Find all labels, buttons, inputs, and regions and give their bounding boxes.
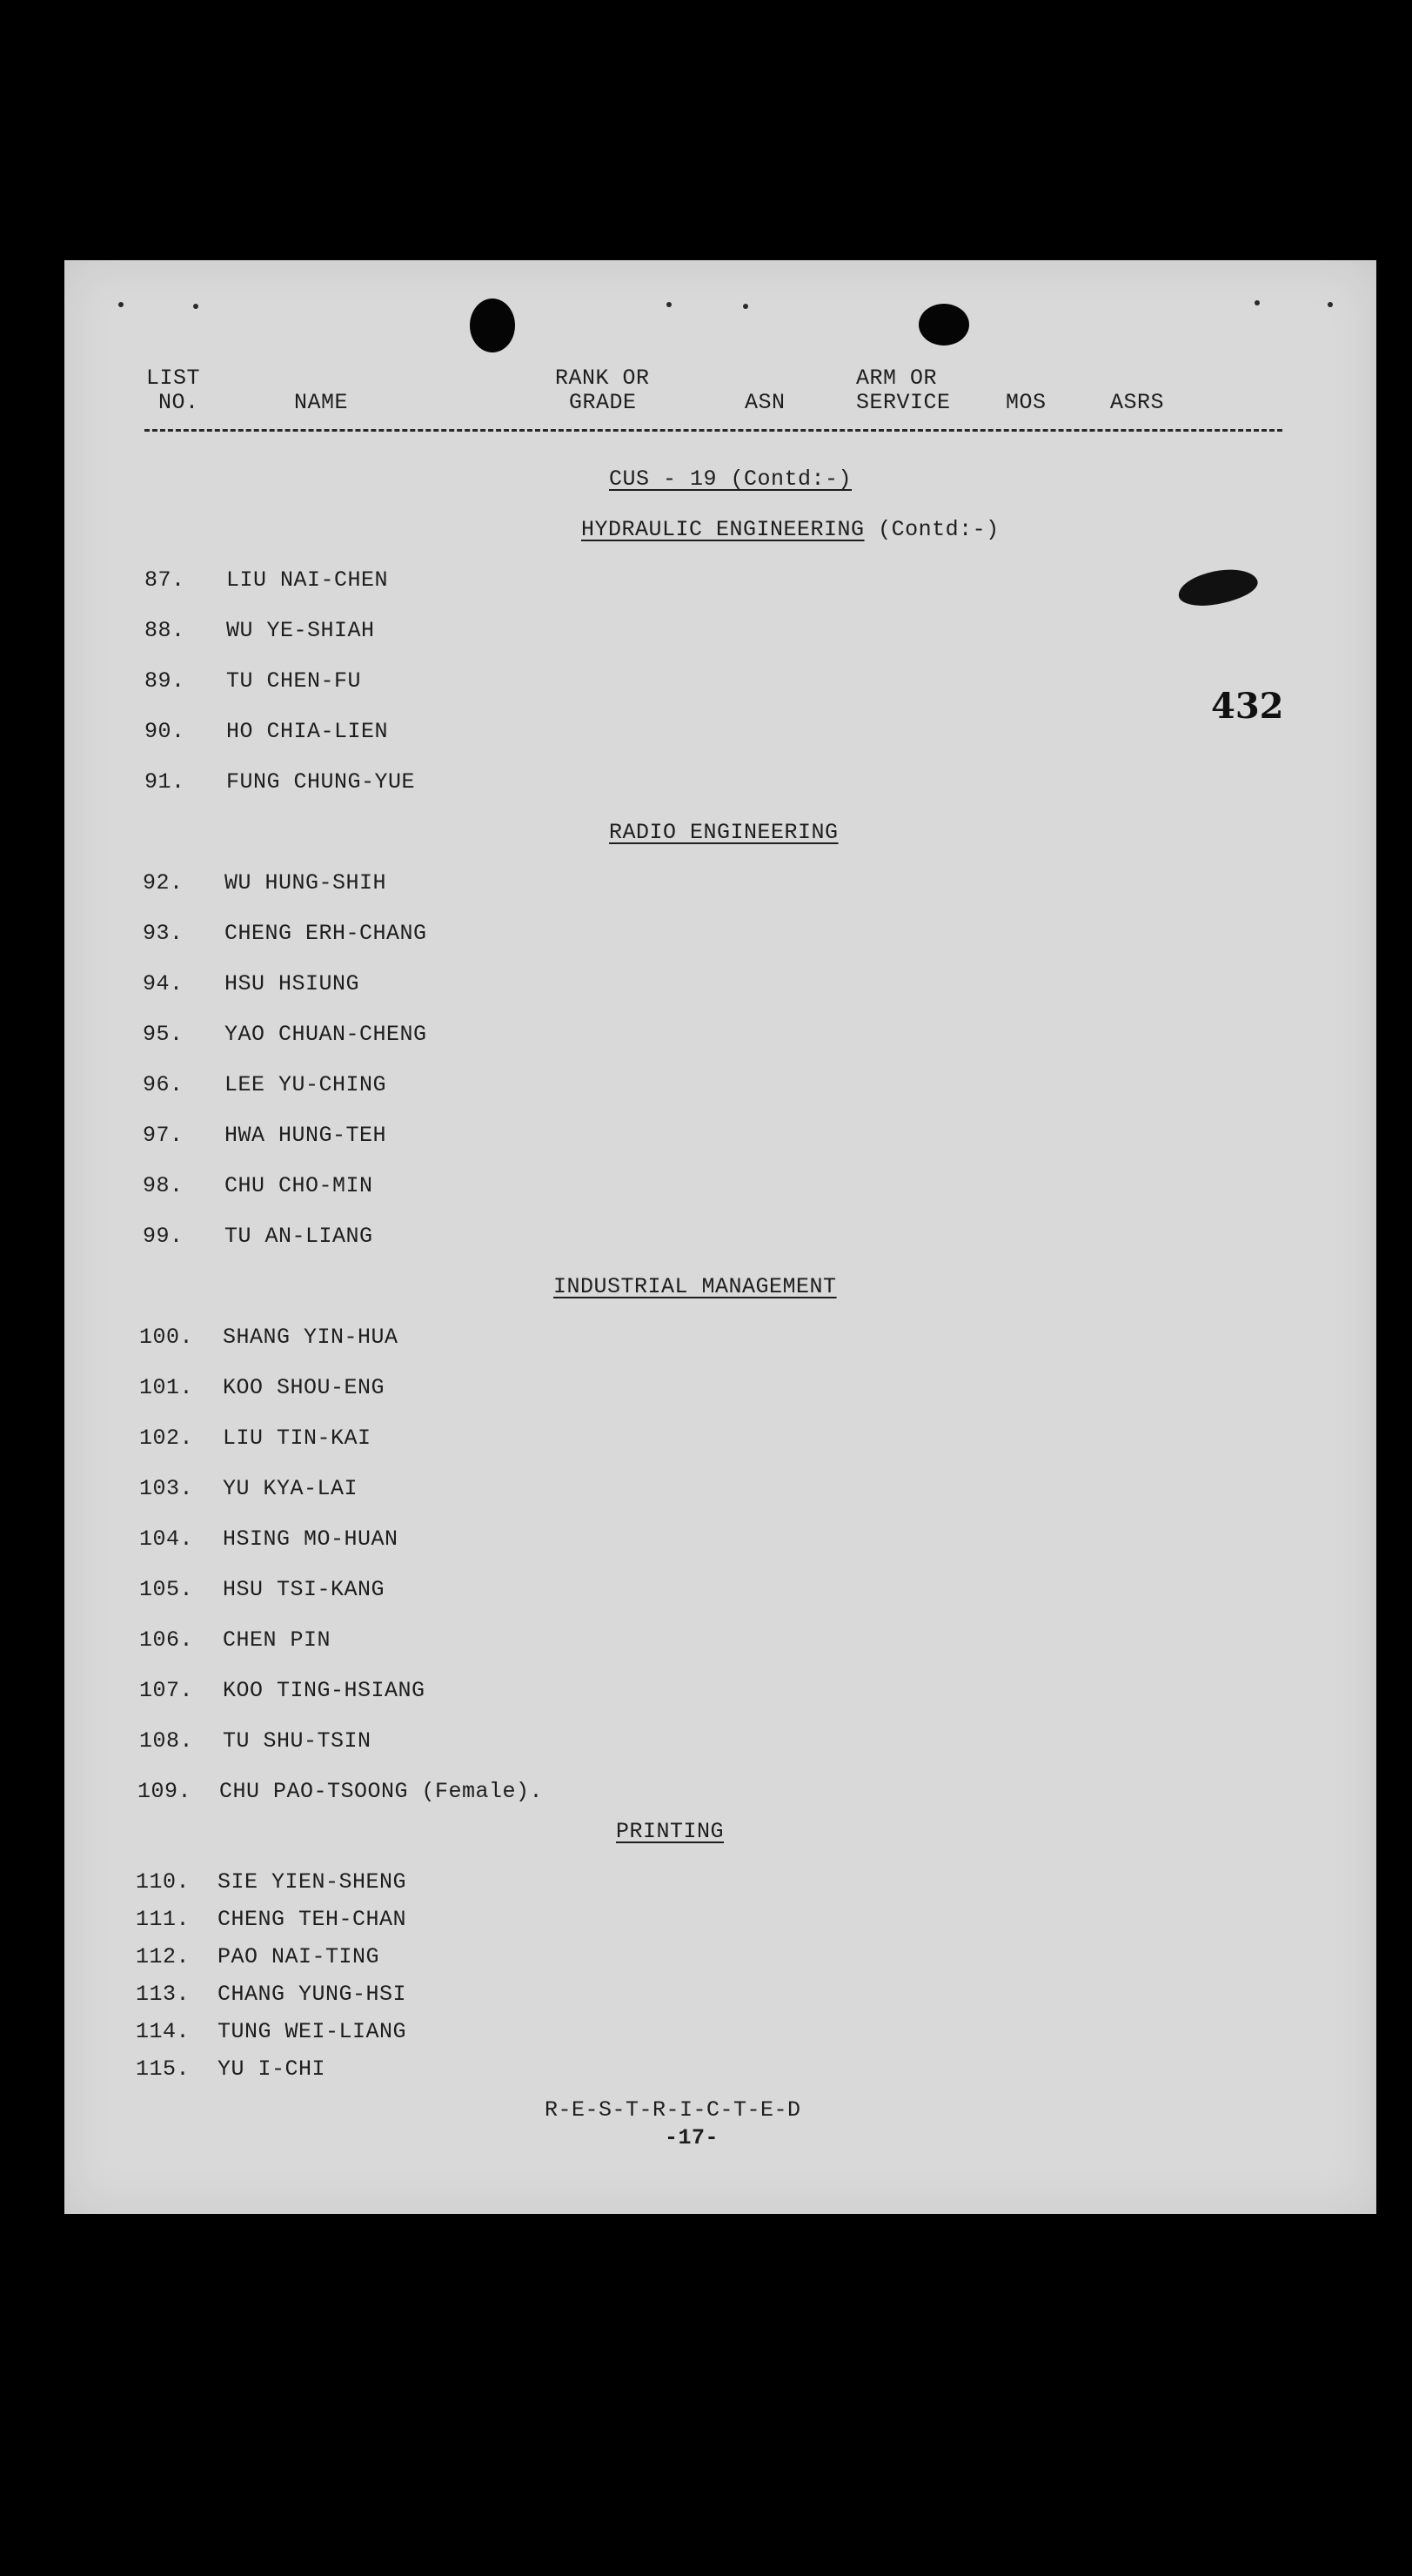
stamp-number: 432 xyxy=(1211,686,1284,727)
entry-number: 105. xyxy=(139,1577,194,1602)
entry-name: SHANG YIN-HUA xyxy=(223,1325,398,1350)
entry-name: YU KYA-LAI xyxy=(223,1476,358,1501)
entry-name: KOO TING-HSIANG xyxy=(223,1678,425,1703)
entry-name: HWA HUNG-TEH xyxy=(224,1123,387,1148)
entry-name: HSING MO-HUAN xyxy=(223,1526,398,1552)
section-title-hydraulic xyxy=(581,518,1000,542)
section-title-industrial xyxy=(553,1275,837,1299)
entry-name: TU AN-LIANG xyxy=(224,1224,373,1249)
entry-number: 109. xyxy=(137,1779,192,1804)
header-asn: ASN xyxy=(745,390,786,415)
header-divider xyxy=(144,429,1282,432)
margin-dot xyxy=(1255,300,1260,305)
entry-number: 91. xyxy=(144,769,185,795)
margin-dot xyxy=(118,302,124,307)
entry-number: 94. xyxy=(143,971,184,996)
entry-number: 100. xyxy=(139,1325,194,1350)
entry-number: 111. xyxy=(136,1907,191,1932)
entry-number: 99. xyxy=(143,1224,184,1249)
section-title-text: INDUSTRIAL MANAGEMENT xyxy=(553,1274,837,1299)
entry-number: 104. xyxy=(139,1526,194,1552)
entry-name: LIU NAI-CHEN xyxy=(226,567,389,593)
entry-number: 103. xyxy=(139,1476,194,1501)
entry-name: YU I-CHI xyxy=(217,2056,326,2082)
entry-number: 96. xyxy=(143,1072,184,1097)
ink-blot xyxy=(1176,566,1260,609)
page-heading xyxy=(609,467,852,492)
entry-name: TU CHEN-FU xyxy=(226,668,362,694)
margin-dot xyxy=(193,304,198,309)
entry-number: 98. xyxy=(143,1173,184,1198)
classification-marking: R-E-S-T-R-I-C-T-E-D xyxy=(545,2097,801,2123)
page-number: -17- xyxy=(665,2125,719,2150)
entry-number: 115. xyxy=(136,2056,191,2082)
entry-name: WU YE-SHIAH xyxy=(226,618,375,643)
entry-name: HO CHIA-LIEN xyxy=(226,719,389,744)
page-heading-text: CUS - 19 (Contd:-) xyxy=(609,466,853,492)
header-name: NAME xyxy=(294,390,349,415)
document-page xyxy=(64,260,1376,2214)
entry-name: TU SHU-TSIN xyxy=(223,1728,371,1754)
entry-name: CHU PAO-TSOONG (Female). xyxy=(219,1779,544,1804)
header-list-no-line2: NO. xyxy=(158,390,199,415)
entry-number: 93. xyxy=(143,921,184,946)
entry-name: CHENG TEH-CHAN xyxy=(217,1907,407,1932)
entry-number: 108. xyxy=(139,1728,194,1754)
margin-dot xyxy=(1328,302,1333,307)
entry-name: HSU HSIUNG xyxy=(224,971,360,996)
entry-name: CHEN PIN xyxy=(223,1627,331,1653)
section-title-text: RADIO ENGINEERING xyxy=(609,820,839,845)
entry-name: FUNG CHUNG-YUE xyxy=(226,769,416,795)
entry-number: 107. xyxy=(139,1678,194,1703)
entry-number: 114. xyxy=(136,2019,191,2044)
entry-number: 95. xyxy=(143,1022,184,1047)
section-title-printing xyxy=(616,1820,724,1844)
entry-number: 102. xyxy=(139,1426,194,1451)
entry-number: 113. xyxy=(136,1982,191,2007)
entry-name: LEE YU-CHING xyxy=(224,1072,387,1097)
entry-number: 92. xyxy=(143,870,184,896)
section-title-text: HYDRAULIC ENGINEERING xyxy=(581,517,865,542)
entry-name: CHENG ERH-CHANG xyxy=(224,921,427,946)
punch-hole-left xyxy=(470,299,515,352)
entry-name: SIE YIEN-SHENG xyxy=(217,1869,407,1895)
header-mos: MOS xyxy=(1006,390,1047,415)
entry-number: 87. xyxy=(144,567,185,593)
entry-name: LIU TIN-KAI xyxy=(223,1426,371,1451)
entry-number: 89. xyxy=(144,668,185,694)
header-rank-line1: RANK OR xyxy=(555,366,650,391)
entry-name: PAO NAI-TING xyxy=(217,1944,380,1969)
header-rank-line2: GRADE xyxy=(569,390,637,415)
entry-name: CHU CHO-MIN xyxy=(224,1173,373,1198)
header-list-no-line1: LIST xyxy=(146,366,201,391)
margin-dot xyxy=(666,302,672,307)
entry-name: CHANG YUNG-HSI xyxy=(217,1982,407,2007)
margin-dot xyxy=(743,304,748,309)
entry-number: 110. xyxy=(136,1869,191,1895)
section-title-text: PRINTING xyxy=(616,1819,725,1844)
header-arm-line1: ARM OR xyxy=(856,366,938,391)
section-title-suffix: (Contd:-) xyxy=(864,517,1000,542)
entry-name: KOO SHOU-ENG xyxy=(223,1375,385,1400)
header-arm-line2: SERVICE xyxy=(856,390,951,415)
entry-number: 97. xyxy=(143,1123,184,1148)
entry-number: 90. xyxy=(144,719,185,744)
entry-name: HSU TSI-KANG xyxy=(223,1577,385,1602)
section-title-radio xyxy=(609,821,839,845)
header-asrs: ASRS xyxy=(1110,390,1165,415)
entry-number: 106. xyxy=(139,1627,194,1653)
entry-number: 101. xyxy=(139,1375,194,1400)
entry-number: 88. xyxy=(144,618,185,643)
entry-name: YAO CHUAN-CHENG xyxy=(224,1022,427,1047)
entry-name: WU HUNG-SHIH xyxy=(224,870,387,896)
entry-name: TUNG WEI-LIANG xyxy=(217,2019,407,2044)
entry-number: 112. xyxy=(136,1944,191,1969)
punch-hole-right xyxy=(919,304,969,345)
